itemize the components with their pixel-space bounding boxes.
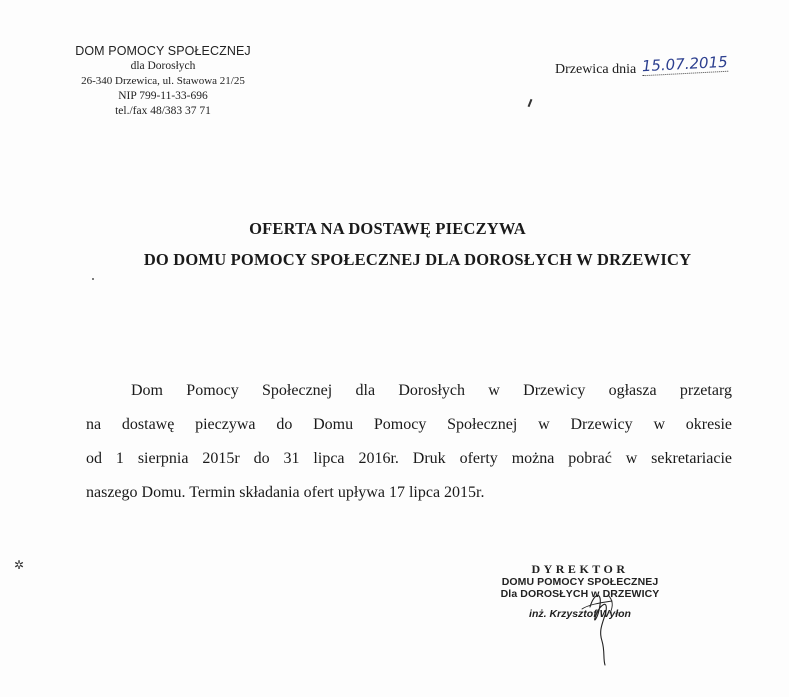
signatory-name: inż. Krzysztof Wyłon [529, 608, 631, 620]
stamp-nip: NIP 799-11-33-696 [118, 90, 208, 102]
document-title-line2: DO DOMU POMOCY SPOŁECZNEJ DLA DOROSŁYCH W DRZEWICY [143, 250, 692, 269]
stamp-address: 26-340 Drzewica, ul. Stawowa 21/25 [81, 75, 245, 87]
place-date [555, 52, 728, 78]
pen-mark [528, 99, 533, 107]
body-line-2: na dostawę pieczywa do Domu Pomocy Społecznej w Drzewicy w okresie [86, 416, 732, 433]
body-line-4: naszego Domu. Termin składania ofert upływa 17 lipca 2015r. [86, 484, 485, 501]
signatory-role: DYREKTOR [531, 562, 629, 576]
signatory-org-line2: Dla DOROSŁYCH w DRZEWICY [500, 588, 660, 600]
stamp-subtitle: dla Dorosłych [130, 60, 196, 72]
announcement-body [86, 374, 732, 510]
place-label: Drzewica dnia [555, 62, 637, 77]
body-line-1: Dom Pomocy Społecznej dla Dorosłych w Drzewicy ogłasza przetarg [131, 382, 732, 399]
speck [92, 278, 94, 280]
document-title-line1: OFERTA NA DOSTAWĘ PIECZYWA [249, 219, 526, 238]
margin-mark: ✲ [14, 558, 25, 572]
stamp-phone: tel./fax 48/383 37 71 [115, 105, 211, 117]
institution-stamp [58, 44, 268, 119]
body-line-3: od 1 sierpnia 2015r do 31 lipca 2016r. Druk oferty można pobrać w sekretariacie [86, 450, 732, 467]
signatory-org-line1: DOMU POMOCY SPOŁECZNEJ [501, 576, 659, 588]
signature-stamp [485, 562, 675, 620]
date-value: 15.07.2015 [641, 52, 728, 76]
handwritten-date [641, 53, 728, 75]
stamp-institution: DOM POMOCY SPOŁECZNEJ [75, 44, 251, 58]
